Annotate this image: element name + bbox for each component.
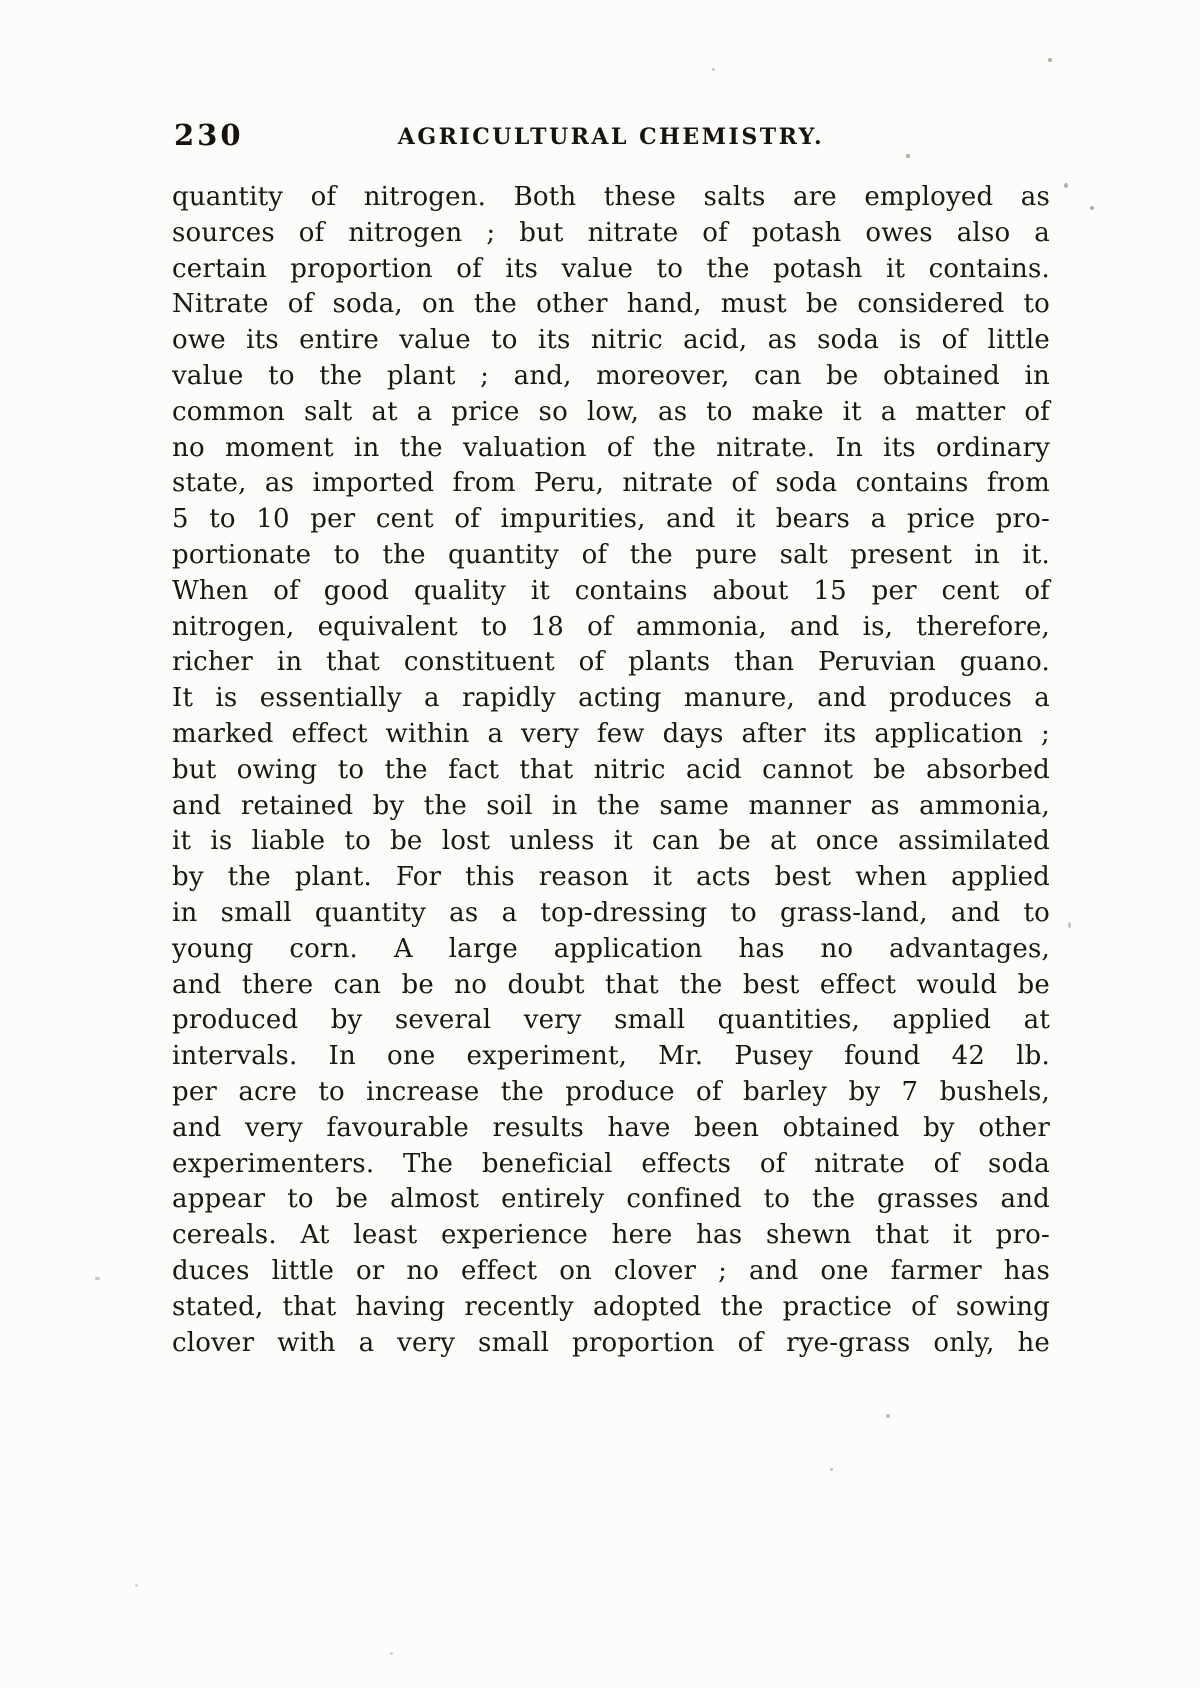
text-line: stated, that having recently adopted the practice of sowing [172, 1291, 1050, 1322]
text-line: When of good quality it contains about 15 per cent of [172, 575, 1050, 606]
text-line: intervals. In one experiment, Mr. Pusey found 42 lb. [172, 1041, 1050, 1072]
text-line: and there can be no doubt that the best effect would be [172, 969, 1050, 1000]
scan-speck [1064, 183, 1068, 188]
text-line: quantity of nitrogen. Both these salts are employed as [172, 182, 1050, 212]
page-number: 230 [174, 118, 244, 152]
text-line: young corn. A large application has no advantages, [172, 933, 1050, 964]
text-line: certain proportion of its value to the potash it contains. [172, 253, 1050, 284]
text-line: cereals. At least experience here has shewn that it pro- [172, 1220, 1050, 1251]
scan-speck [135, 1584, 138, 1587]
text-line: no moment in the valuation of the nitrate. In its ordinary [172, 432, 1050, 463]
text-line: but owing to the fact that nitric acid cannot be absorbed [172, 754, 1050, 785]
text-line: portionate to the quantity of the pure salt present in it. [172, 539, 1050, 570]
text-line: in small quantity as a top-dressing to grass-land, and to [172, 897, 1050, 928]
text-line: produced by several very small quantities, applied at [172, 1005, 1050, 1036]
scan-speck [830, 1468, 833, 1471]
text-line: sources of nitrogen ; but nitrate of potash owes also a [172, 217, 1050, 248]
scan-speck [906, 154, 910, 158]
text-line: richer in that constituent of plants than Peruvian guano. [172, 647, 1050, 678]
text-line: clover with a very small proportion of rye-grass only, he [172, 1327, 1050, 1358]
text-line: Nitrate of soda, on the other hand, must be considered to [172, 289, 1050, 320]
text-line: state, as imported from Peru, nitrate of soda contains from [172, 468, 1050, 499]
text-line: 5 to 10 per cent of impurities, and it bears a price pro- [172, 504, 1050, 535]
text-line: and very favourable results have been obtained by other [172, 1112, 1050, 1143]
text-line: value to the plant ; and, moreover, can be obtained in [172, 360, 1050, 391]
body-text [172, 180, 1050, 1361]
text-line: nitrogen, equivalent to 18 of ammonia, and is, therefore, [172, 611, 1050, 642]
scan-speck [1048, 58, 1052, 62]
text-line: duces little or no effect on clover ; and one farmer has [172, 1255, 1050, 1286]
text-line: by the plant. For this reason it acts best when applied [172, 862, 1050, 893]
scan-speck [1090, 206, 1094, 210]
scan-speck [390, 1652, 393, 1655]
text-line: common salt at a price so low, as to make it a matter of [172, 396, 1050, 427]
scan-speck [886, 1414, 890, 1418]
running-header: AGRICULTURAL CHEMISTRY. [397, 124, 825, 150]
text-line: marked effect within a very few days after its application ; [172, 718, 1050, 749]
text-line: experimenters. The beneficial effects of nitrate of soda [172, 1148, 1050, 1179]
text-line: appear to be almost entirely confined to the grasses and [172, 1184, 1050, 1215]
scan-speck [95, 1277, 100, 1280]
text-line: per acre to increase the produce of barley by 7 bushels, [172, 1076, 1050, 1107]
text-line: and retained by the soil in the same manner as ammonia, [172, 790, 1050, 821]
text-line: it is liable to be lost unless it can be at once assimilated [172, 826, 1050, 857]
scan-speck [712, 68, 715, 71]
scan-speck [1068, 922, 1071, 928]
text-line: It is essentially a rapidly acting manure, and produces a [172, 683, 1050, 714]
text-line: owe its entire value to its nitric acid, as soda is of little [172, 325, 1050, 356]
